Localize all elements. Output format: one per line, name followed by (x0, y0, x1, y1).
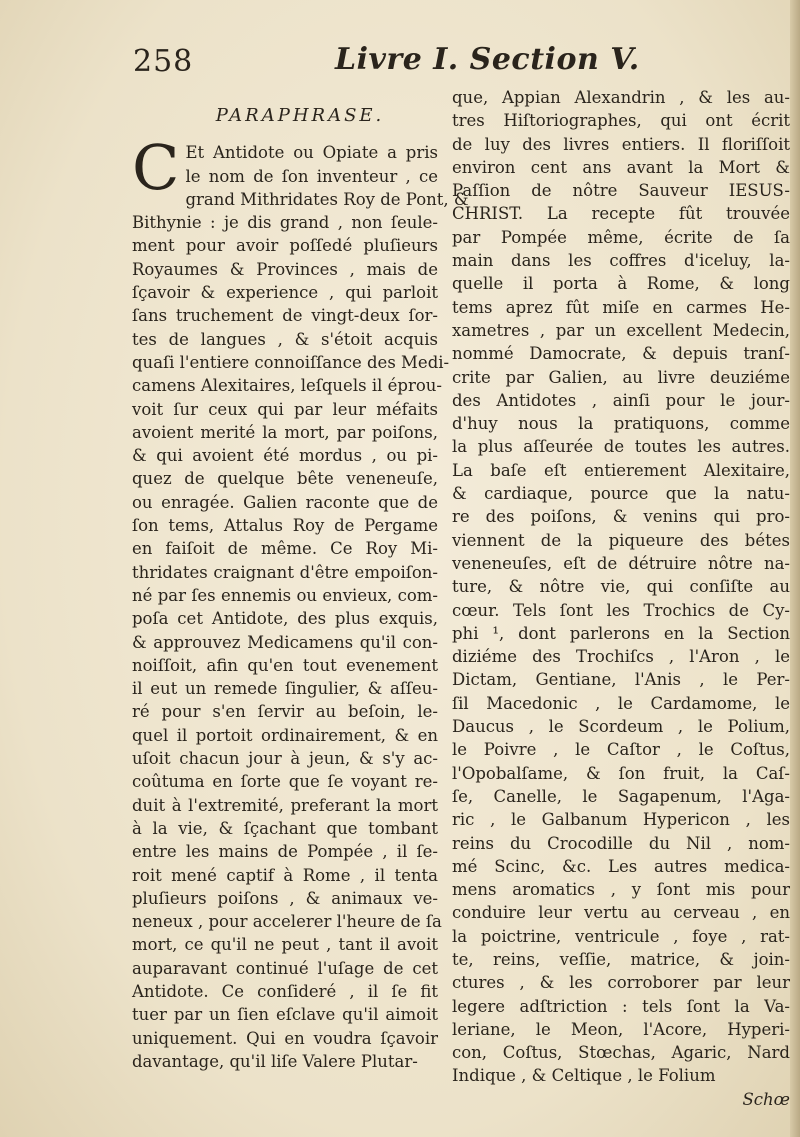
text-line: poſa cet Antidote, des plus exquis, (132, 609, 438, 629)
text-line: te, reins, veſſie, matrice, & join- (452, 949, 790, 969)
text-line: l'Opobalſame, & ſon fruit, la Caſ- (452, 763, 790, 783)
text-line: tes de langues , & s'étoit acquis (132, 329, 438, 349)
right-column (452, 86, 790, 1111)
text-line: phi ¹, dont parlerons en la Section (452, 623, 790, 643)
left-column-text (132, 131, 469, 1073)
text-line: Indique , & Celtique , le Folium (452, 1066, 716, 1086)
text-line: main dans les coffres d'iceluy, la- (452, 251, 790, 271)
text-line: tems aprez fût miſe en carmes He- (452, 297, 790, 317)
text-line: ſçavoir & experience , qui parloit (132, 283, 438, 303)
text-line: & qui avoient été mordus , ou pi- (132, 446, 438, 466)
text-line: à la vie, & ſçachant que tombant (132, 818, 438, 838)
text-line: Bithynie : je dis grand , non ſeule- (132, 213, 438, 233)
text-line: CHRIST. La recepte fût trouvée (452, 204, 790, 224)
text-line: auparavant continué l'uſage de cet (132, 958, 438, 978)
text-line: ou enragée. Galien raconte que de (132, 492, 438, 512)
text-line: ſon tems, Attalus Roy de Pergame (132, 516, 438, 536)
text-line: neneux , pour accelerer l'heure de ſa (132, 912, 442, 932)
text-line: thridates craignant d'être empoiſon- (132, 562, 438, 582)
text-line: mé Scinc, &c. Les autres medica- (452, 856, 790, 876)
text-line: Et Antidote ou Opiate a pris (185, 143, 438, 163)
text-line: ture, & nôtre vie, qui conſiſte au (452, 577, 790, 597)
text-line: quel il portoit ordinairement, & en (132, 725, 438, 745)
text-line: pluſieurs poiſons , & animaux ve- (132, 888, 438, 908)
drop-capital: C (132, 131, 180, 205)
text-line: en faiſoit de même. Ce Roy Mi- (132, 539, 438, 559)
text-line: noiſſoit, afin qu'en tout evenement (132, 655, 438, 675)
page-number: 258 (133, 44, 194, 79)
text-line: environ cent ans avant la Mort & (452, 157, 790, 177)
text-line: & cardiaque, pource que la natu- (452, 484, 790, 504)
text-line: ric , le Galbanum Hypericon , les (452, 810, 790, 830)
text-line: conduire leur vertu au cerveau , en (452, 903, 790, 923)
text-line: uniquement. Qui en voudra ſçavoir (132, 1028, 438, 1048)
text-line: coûtuma en ſorte que ſe voyant re- (132, 772, 438, 792)
text-line: veneneuſes, eſt de détruire nôtre na- (452, 553, 790, 573)
text-line: La baſe eſt entierement Alexitaire, (452, 460, 790, 480)
text-line: mens aromatics , y ſont mis pour (452, 880, 790, 900)
text-line: par Pompée même, écrite de ſa (452, 227, 790, 247)
text-line: reins du Crocodille du Nil , nom- (452, 833, 790, 853)
text-line: Daucus , le Scordeum , le Polium, (452, 717, 790, 737)
text-line: cœur. Tels ſont les Trochics de Cy- (452, 600, 790, 620)
text-line: xametres , par un excellent Medecin, (452, 320, 790, 340)
text-line: la poictrine, ventricule , foye , rat- (452, 926, 790, 946)
text-line: diziéme des Trochiſcs , l'Aron , le (452, 647, 790, 667)
text-line: quez de quelque bête veneneuſe, (132, 469, 438, 489)
text-line: mort, ce qu'il ne peut , tant il avoit (132, 935, 438, 955)
text-line: ré pour s'en ſervir au beſoin, le- (132, 702, 438, 722)
text-line: quaſi l'entiere connoiſſance des Medi- (132, 352, 450, 372)
text-line: la plus aſſeurée de toutes les autres. (452, 437, 790, 457)
running-title: Livre I. Section V. (335, 42, 640, 77)
text-line: entre les mains de Pompée , il ſe- (132, 842, 438, 862)
text-line: ctures , & les corroborer par leur (452, 973, 790, 993)
text-line: legere adſtriction : tels ſont la Va- (452, 996, 790, 1016)
text-line: duit à l'extremité, preferant la mort (132, 795, 438, 815)
text-line: des Antidotes , ainſi pour le jour- (452, 390, 790, 410)
text-line: Royaumes & Provinces , mais de (132, 259, 438, 279)
text-line: tres Hiſtoriographes, qui ont écrit (452, 111, 790, 131)
text-line: grand Mithridates Roy de Pont, & (185, 189, 469, 209)
text-line: camens Alexitaires, leſquels il éprou- (132, 376, 442, 396)
text-line: ſil Macedonic , le Cardamome, le (452, 693, 790, 713)
text-line: que, Appian Alexandrin , & les au- (452, 88, 790, 107)
catchword: Schœ (742, 1089, 790, 1109)
text-line: davantage, qu'il liſe Valere Plutar- (132, 1051, 418, 1071)
text-line: Paſſion de nôtre Sauveur IESUS- (452, 181, 790, 201)
text-line: uſoit chacun jour à jeun, & s'y ac- (132, 749, 438, 769)
text-line: d'huy nous la pratiquons, comme (452, 414, 790, 434)
right-column-text (452, 86, 790, 1088)
text-line: voit ſur ceux qui par leur méfaits (132, 399, 438, 419)
text-line: & approuvez Medicamens qu'il con- (132, 632, 438, 652)
text-line: roit mené captif à Rome , il tenta (132, 865, 438, 885)
text-line: le nom de ſon inventeur , ce (185, 166, 438, 186)
text-line: crite par Galien, au livre deuziéme (452, 367, 790, 387)
text-line: leriane, le Meon, l'Acore, Hyperi- (452, 1019, 790, 1039)
text-line: avoient merité la mort, par poiſons, (132, 422, 438, 442)
text-line: ment pour avoir poſſedé pluſieurs (132, 236, 438, 256)
left-column (132, 100, 469, 1073)
text-line: ſe, Canelle, le Sagapenum, l'Aga- (452, 786, 790, 806)
text-line: tuer par un ſien eſclave qu'il aimoit (132, 1005, 438, 1025)
text-line: le Poivre , le Caſtor , le Coſtus, (452, 740, 790, 760)
text-line: né par ſes ennemis ou envieux, com- (132, 585, 438, 605)
section-heading: PARAPHRASE. (215, 105, 385, 126)
text-line: con, Coſtus, Stœchas, Agaric, Nard (452, 1043, 790, 1063)
text-line: re des poiſons, & venins qui pro- (452, 507, 790, 527)
text-line: Dictam, Gentiane, l'Anis , le Per- (452, 670, 790, 690)
text-line: de luy des livres entiers. Il floriſſoit (452, 134, 790, 154)
text-line: ſans truchement de vingt-deux ſor- (132, 306, 438, 326)
text-line: nommé Damocrate, & depuis tranſ- (452, 344, 790, 364)
text-line: quelle il porta à Rome, & long (452, 274, 790, 294)
page-edge-shadow (790, 0, 800, 1137)
page-header (0, 38, 800, 88)
text-line: viennent de la piqueure des bétes (452, 530, 790, 550)
text-line: il eut un remede ſingulier, & aſſeu- (132, 679, 438, 699)
text-line: Antidote. Ce conſideré , il ſe fit (132, 981, 438, 1001)
